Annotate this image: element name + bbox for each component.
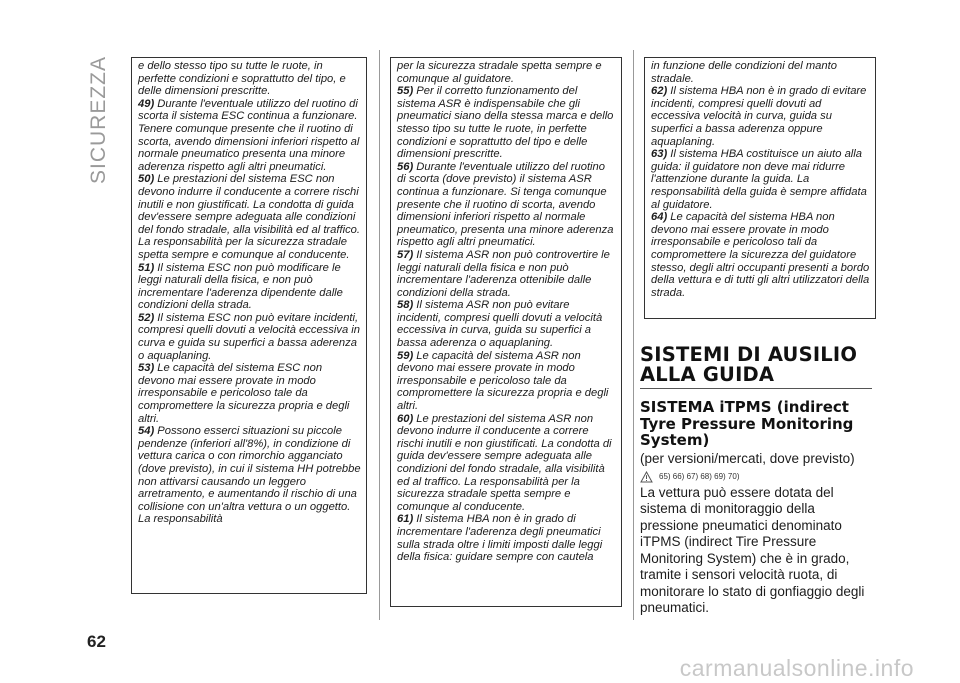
versions-note: (per versioni/mercati, dove previsto) <box>640 450 855 466</box>
warning-item <box>397 161 616 249</box>
warning-text: Il sistema ASR non può evitare incidenti, compresi quelli dovuti a velocità eccessiva in curva, guida su superfici a bassa aderenza o aquaplaning. <box>397 299 603 350</box>
warning-text: Le capacità del sistema ESC non devono mai essere provate in modo irresponsabile e pericoloso tale da compromettere la sicurezza propria e degli altri. <box>138 362 350 425</box>
sub-heading: SISTEMA iTPMS (indirect Tyre Pressure Monitoring System) <box>640 398 854 449</box>
warning-number: 51) <box>138 261 155 274</box>
warning-text: Durante l'eventuale utilizzo del ruotino di scorta il sistema ESC continua a funzionare. Tenere comunque presente che il ruotino di scorta, avendo dimensioni inferiori rispetto al normale pneumatico presenta una minore aderenza rispetto agli altri pneumatici. <box>138 97 360 173</box>
warning-item <box>397 60 616 85</box>
warning-number: 55) <box>397 85 414 98</box>
warning-text: Durante l'eventuale utilizzo del ruotino di scorta (dove previsto) il sistema ASR continua a funzionare. Si tenga comunque presente che il ruotino di scorta, avendo dimensioni inferiori rispetto al normale pneumatico, presenta una minore aderenza rispetto agli altri pneumatici. <box>397 160 614 249</box>
warning-text: Il sistema HBA non è in grado di evitare incidenti, compresi quelli dovuti ad eccessiva velocità in curva, guida su superfici a bassa aderenza oppure aquaplaning. <box>651 85 867 148</box>
warning-item <box>138 60 361 98</box>
section-heading: SISTEMI DI AUSILIO ALLA GUIDA <box>640 343 858 386</box>
warning-number: 54) <box>138 425 155 438</box>
warning-number: 53) <box>138 362 155 375</box>
warning-number: 61) <box>397 513 414 526</box>
warning-box-col2 <box>390 57 622 607</box>
watermark-text: carmanualsonline.info <box>679 655 914 681</box>
warning-item <box>397 85 616 161</box>
warning-number: 62) <box>651 85 668 98</box>
body-paragraph: La vettura può essere dotata del sistema di monitoraggio della pressione pneumatici denominato iTPMS (indirect Tire Pressure Monitoring System) che è in grado, tramite i sensori velocità ruota, di monitorare lo stato di gonfiaggio degli pneumatici. <box>640 484 865 615</box>
warning-references <box>640 471 872 483</box>
warning-item <box>397 350 616 413</box>
warning-number: 58) <box>397 299 414 312</box>
column-divider <box>633 50 634 620</box>
column-divider <box>379 50 380 620</box>
warning-text: in funzione delle condizioni del manto stradale. <box>651 60 837 85</box>
side-section-title: SICUREZZA <box>87 55 110 185</box>
warning-item <box>138 425 361 526</box>
warning-number: 49) <box>138 97 155 110</box>
page-number: 62 <box>87 632 106 651</box>
warning-item <box>651 60 870 85</box>
warning-text: Il sistema ESC non può evitare incidenti, compresi quelli dovuti a velocità eccessiva in curva e guida su superfici a bassa aderenza o aquaplaning. <box>138 311 360 362</box>
warning-item <box>138 98 361 174</box>
warning-triangle-icon <box>640 471 653 483</box>
warning-item <box>397 513 616 563</box>
warning-number: 57) <box>397 248 414 261</box>
warning-number: 52) <box>138 311 155 324</box>
warning-number: 63) <box>651 148 668 161</box>
warning-box-col3 <box>644 57 876 319</box>
warning-number: 64) <box>651 211 668 224</box>
warning-number: 56) <box>397 160 414 173</box>
warning-item <box>138 312 361 362</box>
warning-item <box>397 249 616 299</box>
warning-text: Le capacità del sistema HBA non devono mai essere provate in modo irresponsabile e pericoloso tali da compromettere la sicurezza del guidatore stesso, degli altri occupanti presenti a bordo della vettura e di tutti gli altri utilizzatori della strada. <box>651 211 870 299</box>
warning-item <box>397 299 616 349</box>
warning-text: Le prestazioni del sistema ASR non devono indurre il conducente a correre rischi inutili e non giustificati. La condotta di guida dev'essere sempre adeguata alle condizioni del fondo stradale, alla visibilità ed al traffico. La responsabilità per la sicurezza stradale spetta sempre e comunque al conducente. <box>397 412 612 513</box>
warning-item <box>651 148 870 211</box>
warning-text: Il sistema ASR non può controvertire le leggi naturali della fisica e non può incrementare l'aderenza ottenibile dalle condizioni della strada. <box>397 248 610 299</box>
warning-text: Possono esserci situazioni su piccole pendenze (inferiori all'8%), in condizione di vettura carica o con rimorchio agganciato (dove previsto), in cui il sistema HH potrebbe non attivarsi causando un leggero arretramento, e aumentando il rischio di una collisione con un'altra vettura o un oggetto. La responsabilità <box>138 425 361 526</box>
warning-number: 50) <box>138 173 155 186</box>
warning-number: 59) <box>397 349 414 362</box>
warning-text: Il sistema HBA non è in grado di incrementare l'aderenza degli pneumatici sulla strada oltre i limiti imposti dalle leggi della fisica: guidare sempre con cautela <box>397 513 603 564</box>
warning-item <box>397 413 616 514</box>
warning-text: Il sistema ESC non può modificare le leggi naturali della fisica, e non può incrementare l'aderenza dipendente dalle condizioni della strada. <box>138 261 343 312</box>
warning-box-col1 <box>131 57 367 594</box>
warning-number: 60) <box>397 412 414 425</box>
warning-text: per la sicurezza stradale spetta sempre e comunque al guidatore. <box>397 60 602 85</box>
warning-item <box>651 211 870 299</box>
heading-rule <box>640 388 872 389</box>
warning-text: e dello stesso tipo su tutte le ruote, in perfette condizioni e soprattutto del tipo, e delle dimensioni prescritte. <box>138 60 346 98</box>
warning-item <box>138 262 361 312</box>
main-section <box>640 345 872 617</box>
warning-item <box>138 362 361 425</box>
warning-item <box>138 173 361 261</box>
warning-item <box>651 85 870 148</box>
warning-text: Le prestazioni del sistema ESC non devono indurre il conducente a correre rischi inutili e non giustificati. La condotta di guida dev'essere sempre adeguata alle condizioni del fondo stradale, alla visibilità ed al traffico. La responsabilità per la sicurezza stradale spetta sempre e comunque al conducente. <box>138 173 361 261</box>
warning-refs-text: 65) 66) 67) 68) 69) 70) <box>659 472 740 481</box>
warning-text: Per il corretto funzionamento del sistema ASR è indispensabile che gli pneumatici siano della stessa marca e dello stesso tipo su tutte le ruote, in perfette condizioni e soprattutto del tipo e delle dimensioni prescritte. <box>397 85 614 161</box>
warning-text: Le capacità del sistema ASR non devono mai essere provate in modo irresponsabile e pericoloso tale da compromettere la sicurezza propria e degli altri. <box>397 349 609 413</box>
warning-text: Il sistema HBA costituisce un aiuto alla guida: il guidatore non deve mai ridurre l'attenzione durante la guida. La responsabilità della guida è sempre affidata al guidatore. <box>651 148 867 211</box>
